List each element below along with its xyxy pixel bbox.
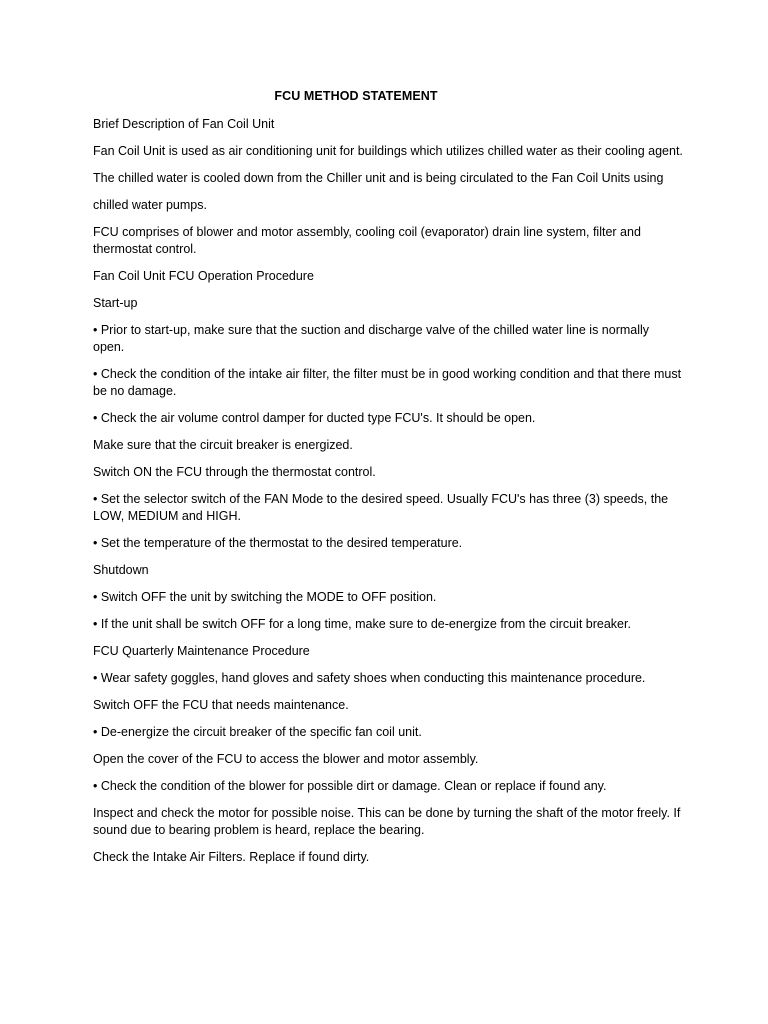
- bullet-item: • Set the temperature of the thermostat to the desired temperature.: [93, 536, 463, 550]
- document-title: FCU METHOD STATEMENT: [274, 89, 438, 103]
- bullet-item: • If the unit shall be switch OFF for a long time, make sure to de-energize from the circuit breaker.: [93, 617, 631, 631]
- document-body: [93, 116, 683, 876]
- bullet-item: • Check the condition of the intake air filter, the filter must be in good working condition and that there must be no damage.: [93, 367, 682, 398]
- subsection-heading: Shutdown: [93, 563, 149, 577]
- paragraph: Make sure that the circuit breaker is energized.: [93, 438, 353, 452]
- paragraph: Open the cover of the FCU to access the blower and motor assembly.: [93, 752, 479, 766]
- paragraph: The chilled water is cooled down from the Chiller unit and is being circulated to the Fan Coil Units using: [93, 171, 664, 185]
- bullet-item: • Check the condition of the blower for possible dirt or damage. Clean or replace if found any.: [93, 779, 607, 793]
- bullet-item: • De-energize the circuit breaker of the specific fan coil unit.: [93, 725, 422, 739]
- section-heading: FCU Quarterly Maintenance Procedure: [93, 644, 310, 658]
- bullet-item: • Switch OFF the unit by switching the MODE to OFF position.: [93, 590, 437, 604]
- subsection-heading: Start-up: [93, 296, 138, 310]
- bullet-item: • Check the air volume control damper for ducted type FCU's. It should be open.: [93, 411, 536, 425]
- paragraph: Inspect and check the motor for possible noise. This can be done by turning the shaft of the motor freely. If sound due to bearing problem is heard, replace the bearing.: [93, 806, 681, 837]
- paragraph: FCU comprises of blower and motor assembly, cooling coil (evaporator) drain line system, filter and thermostat control.: [93, 225, 641, 256]
- paragraph: Check the Intake Air Filters. Replace if found dirty.: [93, 850, 370, 864]
- paragraph: Switch ON the FCU through the thermostat control.: [93, 465, 376, 479]
- bullet-item: • Prior to start-up, make sure that the suction and discharge valve of the chilled water line is normally open.: [93, 323, 650, 354]
- bullet-item: • Set the selector switch of the FAN Mode to the desired speed. Usually FCU's has three (3) speeds, the LOW, MEDIUM and HIGH.: [93, 492, 669, 523]
- section-heading: Fan Coil Unit FCU Operation Procedure: [93, 269, 314, 283]
- paragraph: chilled water pumps.: [93, 198, 207, 212]
- paragraph: Switch OFF the FCU that needs maintenance.: [93, 698, 349, 712]
- paragraph: Fan Coil Unit is used as air conditioning unit for buildings which utilizes chilled water as their cooling agent.: [93, 144, 683, 158]
- bullet-item: • Wear safety goggles, hand gloves and safety shoes when conducting this maintenance procedure.: [93, 671, 646, 685]
- paragraph: Brief Description of Fan Coil Unit: [93, 117, 275, 131]
